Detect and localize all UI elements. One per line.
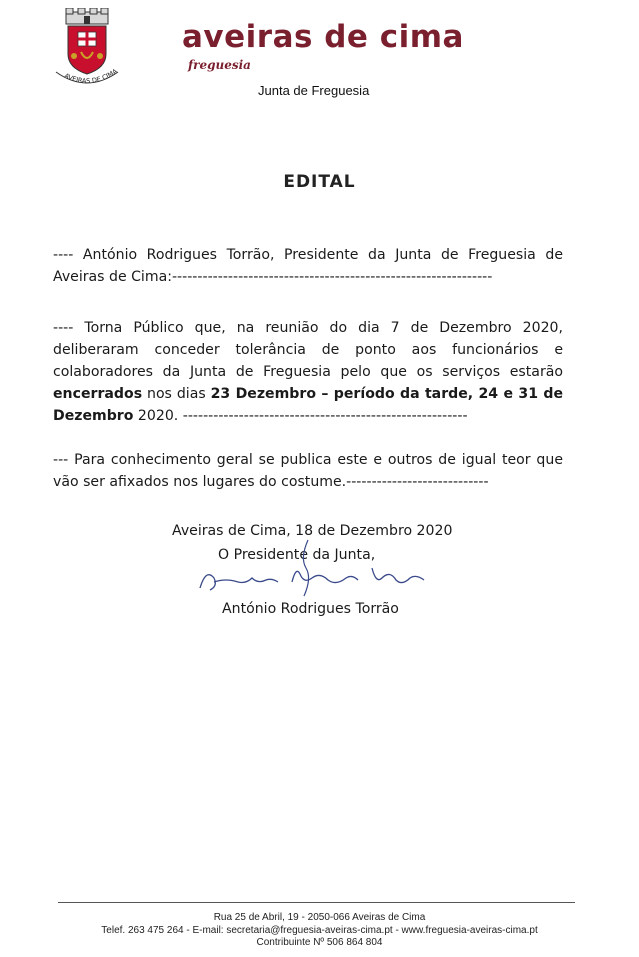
announcement-dates-emphasis: 23 Dezembro – período da tarde, 24 e 31 de Dezembro — [53, 386, 563, 424]
footer-tax-number: Contribuinte Nº 506 864 804 — [256, 937, 383, 948]
parish-crest-logo — [48, 8, 126, 90]
announcement-text-end: 2020. -------------------------------------------------------- — [133, 408, 468, 424]
signatory-role: O Presidente da Junta, — [218, 547, 376, 563]
footer-contacts: Telef. 263 475 264 - E-mail: secretaria@freguesia-aveiras-cima.pt - www.freguesia-aveiras-cima.pt — [101, 925, 538, 936]
crest-ribbon-text: AVEIRAS DE CIMA — [63, 67, 119, 86]
paragraph-announcement — [53, 317, 563, 427]
footer-address: Rua 25 de Abril, 19 - 2050-066 Aveiras de Cima — [213, 912, 426, 923]
place-date: Aveiras de Cima, 18 de Dezembro 2020 — [172, 523, 453, 539]
announcement-text: ---- Torna Público que, na reunião do dia 7 de Dezembro 2020, deliberaram conceder tolerância de ponto aos funcionários e colaboradores da Junta de Freguesia pelo que os serviços estarão — [53, 320, 563, 380]
department-name: Junta de Freguesia — [258, 83, 370, 98]
logo-subtitle: freguesia — [188, 58, 251, 72]
handwritten-signature — [196, 538, 436, 608]
paragraph-intro: ---- António Rodrigues Torrão, Presidente da Junta de Freguesia de Aveiras de Cima:--------------------------------------------------------------- — [53, 247, 563, 285]
footer-divider — [58, 902, 575, 903]
announcement-closed-emphasis: encerrados — [53, 386, 143, 402]
signatory-name: António Rodrigues Torrão — [222, 601, 399, 617]
announcement-text-days: nos dias — [142, 386, 211, 402]
logo-wordmark: aveiras de cima — [182, 19, 464, 55]
paragraph-publication: --- Para conhecimento geral se publica este e outros de igual teor que vão ser afixados nos lugares do costume.---------------------------- — [53, 452, 563, 490]
document-title: EDITAL — [283, 172, 356, 192]
